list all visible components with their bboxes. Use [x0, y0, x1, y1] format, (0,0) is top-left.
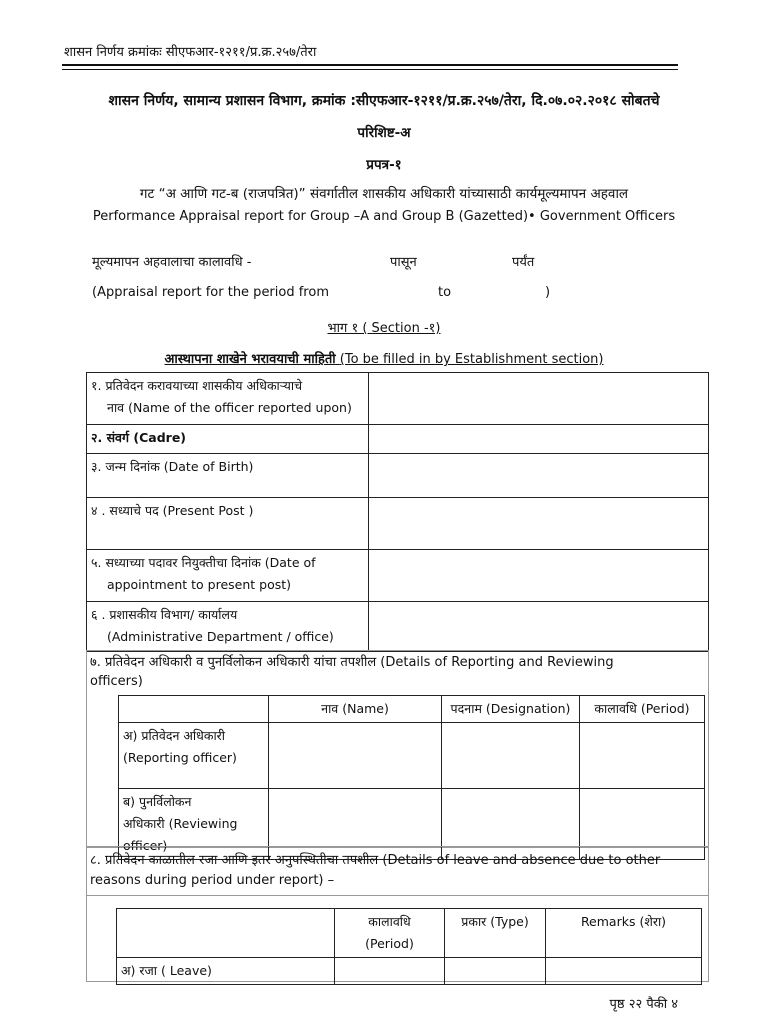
header-leave-type: प्रकार (Type): [445, 909, 546, 958]
officers-header-blank: [119, 696, 269, 723]
appointment-date-input[interactable]: [369, 550, 709, 602]
item7-heading-line1: ७. प्रतिवेदन अधिकारी व पुनर्विलोकन अधिकारी यांचा तपशील (Details of Reporting and Reviewing: [90, 655, 614, 670]
period-label-marathi: मूल्यमापन अहवालाचा कालावधि -: [92, 255, 252, 270]
appendix-title: परिशिष्ट-अ: [357, 125, 411, 141]
field-label: २. संवर्ग (Cadre): [87, 425, 369, 454]
date-of-birth-input[interactable]: [369, 454, 709, 498]
field-label: १. प्रतिवेदन करावयाच्या शासकीय अधिकाऱ्याचे नाव (Name of the officer reported upon): [87, 373, 369, 425]
leave-remarks-input[interactable]: [546, 958, 702, 985]
item7-heading-line2: officers): [90, 674, 143, 689]
item8-divider: [86, 895, 708, 896]
officer-name-input[interactable]: [369, 373, 709, 425]
period-to-english: to: [438, 285, 452, 300]
department-office-input[interactable]: [369, 602, 709, 652]
leave-table: [116, 908, 702, 985]
section-label: भाग १ ( Section -१): [327, 321, 441, 336]
leave-type-input[interactable]: [445, 958, 546, 985]
section-heading-english: (To be filled in by Establishment section): [339, 352, 604, 367]
period-close: ): [545, 285, 551, 300]
period-label-english: (Appraisal report for the period from: [92, 285, 329, 300]
leave-period-input[interactable]: [335, 958, 445, 985]
period-to-marathi: पर्यंत: [512, 255, 535, 270]
officers-table: [118, 695, 705, 860]
leave-row-label: अ) रजा ( Leave): [117, 958, 335, 985]
reporting-officer-period-input[interactable]: [580, 723, 705, 789]
report-title-english: Performance Appraisal report for Group –A and Group B (Gazetted)• Government Officers: [92, 209, 676, 224]
field-label: ५. सध्याच्या पदावर नियुक्तीचा दिनांक (Date of appointment to present post): [87, 550, 369, 602]
header-remarks: Remarks (शेरा): [546, 909, 702, 958]
reporting-officer-label: अ) प्रतिवेदन अधिकारी (Reporting officer): [119, 723, 269, 789]
present-post-input[interactable]: [369, 498, 709, 550]
reviewing-officer-label: ब) पुनर्विलोकन अधिकारी (Reviewing officer): [119, 789, 269, 860]
page-number: पृष्ठ २२ पैकी ४: [609, 997, 678, 1012]
section-heading-marathi: आस्थापना शाखेने भरावयाची माहिती: [164, 352, 336, 367]
header-rule-thin: [62, 69, 678, 70]
document-reference-header: शासन निर्णय क्रमांकः सीएफआर-१२११/प्र.क्र.२५७/तेरा: [64, 45, 317, 60]
header-name: नाव (Name): [269, 696, 442, 723]
report-title-marathi: गट “अ आणि गट-ब (राजपत्रित)” संवर्गातील शासकीय अधिकारी यांच्यासाठी कार्यमूल्यमापन अहवाल: [139, 186, 629, 202]
leave-header-blank: [117, 909, 335, 958]
cadre-input[interactable]: [369, 425, 709, 454]
item8-heading-text: ८. प्रतिवेदन काळातील रजा आणि इतर अनुपस्थितीचा तपशील (Details of leave and absence due to other: [90, 853, 661, 868]
reporting-officer-name-input[interactable]: [269, 723, 442, 789]
header-rule-thick: [62, 64, 678, 66]
form-title: प्रपत्र-१: [366, 157, 402, 173]
section-heading: [0, 349, 768, 367]
field-label: ६ . प्रशासकीय विभाग/ कार्यालय (Administrative Department / office): [87, 602, 369, 652]
item8-heading-line2: reasons during period under report) –: [90, 873, 335, 888]
header-period: कालावधि (Period): [580, 696, 705, 723]
field-label: ३. जन्म दिनांक (Date of Birth): [87, 454, 369, 498]
field-label: ४ . सध्याचे पद (Present Post ): [87, 498, 369, 550]
header-leave-period: कालावधि (Period): [335, 909, 445, 958]
reporting-officer-designation-input[interactable]: [442, 723, 580, 789]
header-designation: पदनाम (Designation): [442, 696, 580, 723]
period-from-marathi: पासून: [390, 255, 417, 270]
officer-details-table: [86, 372, 709, 652]
gr-title: शासन निर्णय, सामान्य प्रशासन विभाग, क्रमांक :सीएफआर-१२११/प्र.क्र.२५७/तेरा, दि.०७.०२.२०१८ सोबतचे: [108, 93, 660, 109]
